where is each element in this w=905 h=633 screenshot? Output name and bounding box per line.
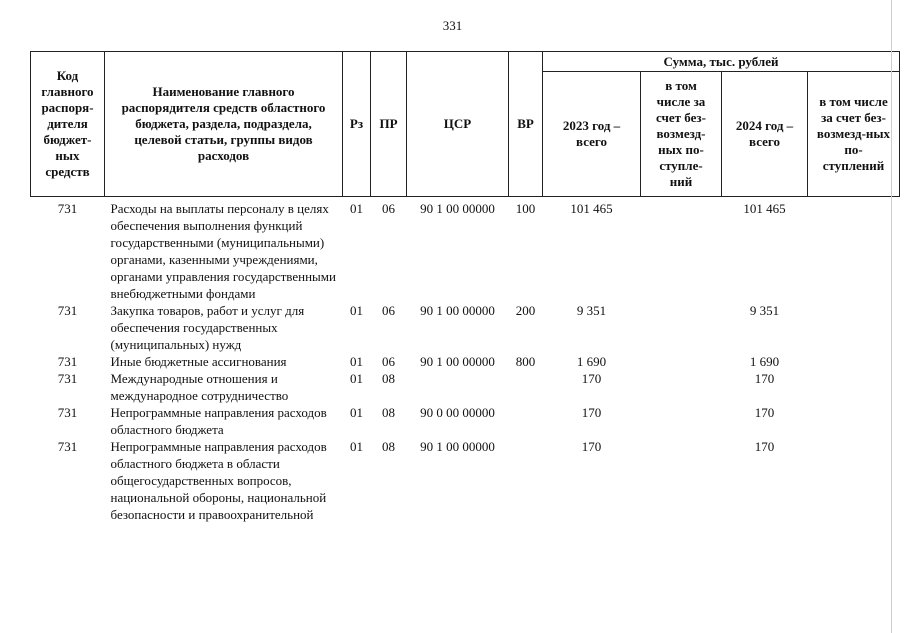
cell-rz: 01 (350, 303, 363, 318)
cell-vr: 200 (515, 303, 536, 318)
cell-csr: 90 1 00 00000 (420, 354, 495, 369)
header-rz: Рз (343, 52, 371, 197)
header-2023-free: в том числе за счет без-возмезд-ных по-ступле-ний (641, 72, 722, 197)
table-body (31, 197, 900, 524)
cell-2024-free (808, 370, 900, 404)
cell-code: 731 (57, 405, 78, 420)
cell-code: 731 (57, 354, 78, 369)
cell-2024-total: 170 (754, 439, 775, 454)
cell-name: Закупка товаров, работ и услуг для обеспечения государственных (муниципальных) нужд (110, 303, 305, 352)
cell-2024-total: 170 (754, 371, 775, 386)
table-row (31, 302, 900, 353)
cell-2023-total: 1 690 (576, 354, 607, 369)
scan-edge-line (891, 0, 892, 633)
cell-name: Непрограммные направления расходов областного бюджета (110, 405, 327, 437)
cell-2024-total: 101 465 (743, 201, 786, 216)
cell-code: 731 (57, 439, 78, 454)
cell-rz: 01 (350, 439, 363, 454)
table-header (31, 52, 900, 197)
cell-code: 731 (57, 303, 78, 318)
cell-name: Иные бюджетные ассигнования (110, 354, 287, 369)
cell-2023-total: 170 (581, 371, 602, 386)
cell-pr: 08 (382, 371, 395, 386)
cell-2023-free (641, 404, 722, 438)
table-row (31, 353, 900, 370)
header-sum: Сумма, тыс. рублей (543, 52, 900, 72)
cell-2023-total: 170 (581, 439, 602, 454)
cell-name: Непрограммные направления расходов областного бюджета в области общегосударственных вопросов, национальной обороны, национальной безопасности и правоохранительной (110, 439, 327, 522)
cell-2023-total: 101 465 (570, 201, 613, 216)
cell-2023-free (641, 370, 722, 404)
cell-pr: 06 (382, 303, 395, 318)
cell-rz: 01 (350, 354, 363, 369)
cell-2023-free (641, 353, 722, 370)
cell-2024-free (808, 404, 900, 438)
cell-rz: 01 (350, 405, 363, 420)
cell-pr: 08 (382, 405, 395, 420)
cell-2024-free (808, 438, 900, 523)
cell-csr: 90 1 00 00000 (420, 201, 495, 216)
cell-pr: 06 (382, 201, 395, 216)
cell-2023-free (641, 302, 722, 353)
cell-name: Расходы на выплаты персоналу в целях обеспечения выполнения функций государственными (муниципальными) органами, казенными учреждениями, органами управления государственными внебюджетными фондами (110, 201, 336, 301)
cell-code: 731 (57, 371, 78, 386)
table-row (31, 370, 900, 404)
cell-pr: 08 (382, 439, 395, 454)
table-row (31, 404, 900, 438)
cell-2024-total: 170 (754, 405, 775, 420)
header-pr: ПР (371, 52, 407, 197)
budget-table (30, 51, 900, 523)
cell-rz: 01 (350, 371, 363, 386)
cell-csr (407, 370, 509, 404)
cell-2024-total: 9 351 (749, 303, 780, 318)
header-name: Наименование главного распорядителя средств областного бюджета, раздела, подраздела, целевой статьи, группы видов расходов (105, 52, 343, 197)
cell-vr: 100 (515, 201, 536, 216)
table-row (31, 438, 900, 523)
cell-code: 731 (57, 201, 78, 216)
header-2024-total: 2024 год – всего (722, 72, 808, 197)
cell-2023-total: 170 (581, 405, 602, 420)
table-row (31, 197, 900, 303)
cell-2024-free (808, 197, 900, 303)
cell-rz: 01 (350, 201, 363, 216)
cell-2023-total: 9 351 (576, 303, 607, 318)
cell-pr: 06 (382, 354, 395, 369)
cell-vr (509, 370, 543, 404)
cell-vr (509, 404, 543, 438)
header-code: Код главного распоря-дителя бюджет-ных средств (31, 52, 105, 197)
cell-csr: 90 0 00 00000 (420, 405, 495, 420)
page-number: 331 (442, 18, 463, 33)
cell-vr (509, 438, 543, 523)
cell-2023-free (641, 438, 722, 523)
header-2023-total: 2023 год – всего (543, 72, 641, 197)
cell-csr: 90 1 00 00000 (420, 303, 495, 318)
cell-2024-free (808, 353, 900, 370)
cell-csr: 90 1 00 00000 (420, 439, 495, 454)
header-vr: ВР (509, 52, 543, 197)
cell-2024-total: 1 690 (749, 354, 780, 369)
cell-2024-free (808, 302, 900, 353)
header-2024-free: в том числе за счет без-возмезд-ных по-ступлений (808, 72, 900, 197)
cell-name: Международные отношения и международное сотрудничество (110, 371, 289, 403)
cell-vr: 800 (515, 354, 536, 369)
header-csr: ЦСР (407, 52, 509, 197)
cell-2023-free (641, 197, 722, 303)
